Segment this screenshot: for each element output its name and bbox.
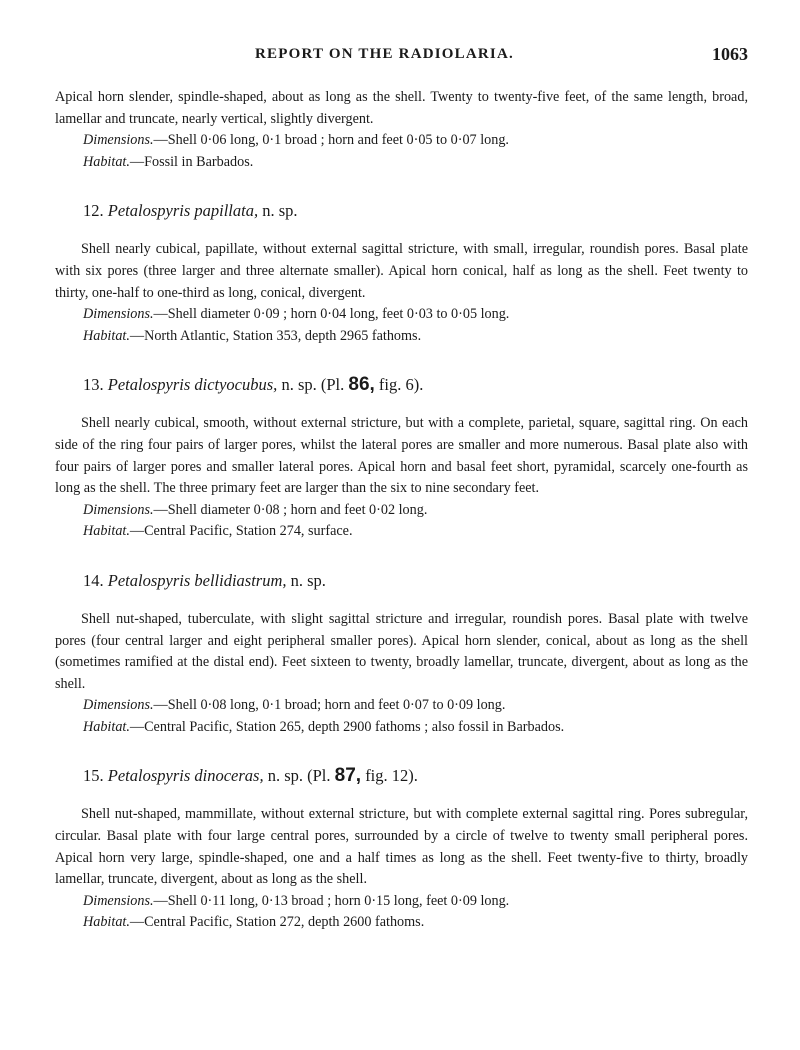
species-status: n. sp. [281, 375, 317, 395]
dimensions-value: —Shell 0·08 long, 0·1 broad; horn and feet 0·07 to 0·09 long. [153, 697, 506, 714]
species-number: 12. [83, 201, 104, 221]
dimensions-label: Dimensions. [83, 306, 154, 323]
species-entry [55, 413, 748, 543]
species-status: n. sp. [267, 766, 303, 786]
species-name: Petalospyris papillata, [107, 201, 259, 221]
habitat-line [55, 152, 748, 174]
habitat-label: Habitat. [83, 523, 130, 540]
plate-number: 86, [348, 374, 375, 396]
continuation-block [55, 87, 748, 173]
species-heading [55, 764, 748, 788]
habitat-line [55, 326, 748, 348]
plate-ref-suffix: fig. 6). [378, 375, 424, 395]
species-name: Petalospyris dictyocubus, [107, 375, 278, 395]
species-heading [55, 569, 748, 593]
species-number: 15. [83, 766, 104, 786]
running-title: REPORT ON THE RADIOLARIA. [255, 46, 514, 62]
habitat-value: —Central Pacific, Station 272, depth 2600 fathoms. [129, 914, 425, 931]
plate-ref-suffix: fig. 12). [365, 766, 418, 786]
species-entry [55, 239, 748, 347]
habitat-line [55, 717, 748, 739]
dimensions-label: Dimensions. [83, 892, 154, 909]
habitat-label: Habitat. [83, 327, 130, 344]
species-number: 14. [83, 570, 104, 590]
species-description: Shell nearly cubical, papillate, without external sagittal stricture, with small, irregular, roundish pores. Basal plate with six pores (three larger and three alternate smaller). Apical horn conical, half as long as the shell. Feet twenty to thirty, one-half to one-third as long, conical, divergent. [55, 241, 748, 301]
continuation-text: Apical horn slender, spindle-shaped, about as long as the shell. Twenty to twenty-five feet, of the same length, broad, lamellar and truncate, nearly vertical, slightly divergent. [55, 89, 748, 127]
plate-ref-prefix: (Pl. [320, 375, 345, 395]
dimensions-line [55, 891, 748, 913]
habitat-line [55, 521, 748, 543]
dimensions-label: Dimensions. [83, 697, 154, 714]
species-status: n. sp. [290, 570, 326, 590]
species-description: Shell nearly cubical, smooth, without external stricture, but with a complete, parietal, square, sagittal ring. On each side of the ring four pairs of larger pores, whilst the lateral pores are smaller and more numerous. Basal plate also with four pairs of larger pores and smaller lateral pores. Apical horn and basal feet short, pyramidal, scarcely one-fourth as long as the shell. The three primary feet are larger than the six to nine secondary feet. [55, 415, 748, 497]
body-text [55, 87, 748, 934]
species-heading [55, 373, 748, 397]
dimensions-label: Dimensions. [83, 132, 154, 149]
species-name: Petalospyris bellidiastrum, [107, 570, 287, 590]
species-description: Shell nut-shaped, tuberculate, with slight sagittal stricture and irregular, roundish pores. Basal plate with twelve pores (four central larger and eight peripheral smaller pores). Apical horn slender, conical, about as long as the shell (sometimes ramified at the distal end). Feet sixteen to twenty, broadly lamellar, truncate, divergent, about as long as the shell. [55, 610, 748, 692]
habitat-label: Habitat. [83, 718, 130, 735]
habitat-label: Habitat. [83, 153, 130, 170]
habitat-value: —North Atlantic, Station 353, depth 2965 fathoms. [129, 327, 422, 344]
species-description: Shell nut-shaped, mammillate, without external stricture, but with complete external sagittal ring. Pores subregular, circular. Basal plate with four large central pores, surrounded by a circle of twelve to twenty small peripheral pores. Apical horn very large, spindle-shaped, one and a half times as long as the shell. Feet twenty-five to thirty, broadly lamellar, truncate, divergent, about as long as the shell. [55, 806, 748, 888]
plate-number: 87, [334, 765, 362, 787]
plate-ref-prefix: (Pl. [307, 766, 331, 786]
habitat-line [55, 912, 748, 934]
dimensions-value: —Shell 0·06 long, 0·1 broad ; horn and feet 0·05 to 0·07 long. [153, 132, 509, 149]
dimensions-label: Dimensions. [83, 501, 154, 518]
dimensions-value: —Shell diameter 0·08 ; horn and feet 0·02 long. [153, 501, 428, 518]
dimensions-line [55, 130, 748, 152]
habitat-value: —Central Pacific, Station 265, depth 2900 fathoms ; also fossil in Barbados. [129, 718, 565, 735]
habitat-label: Habitat. [83, 914, 130, 931]
habitat-value: —Central Pacific, Station 274, surface. [129, 523, 353, 540]
species-number: 13. [83, 375, 104, 395]
habitat-value: —Fossil in Barbados. [129, 153, 254, 170]
species-name: Petalospyris dinoceras, [107, 766, 264, 786]
species-status: n. sp. [262, 201, 298, 221]
page-number: 1063 [712, 44, 748, 64]
species-entry [55, 804, 748, 934]
dimensions-value: —Shell diameter 0·09 ; horn 0·04 long, feet 0·03 to 0·05 long. [153, 306, 510, 323]
species-entry [55, 609, 748, 739]
species-heading [55, 199, 748, 223]
dimensions-value: —Shell 0·11 long, 0·13 broad ; horn 0·15 long, feet 0·09 long. [153, 892, 510, 909]
dimensions-line [55, 304, 748, 326]
dimensions-line [55, 500, 748, 522]
page-header [55, 44, 748, 66]
dimensions-line [55, 695, 748, 717]
